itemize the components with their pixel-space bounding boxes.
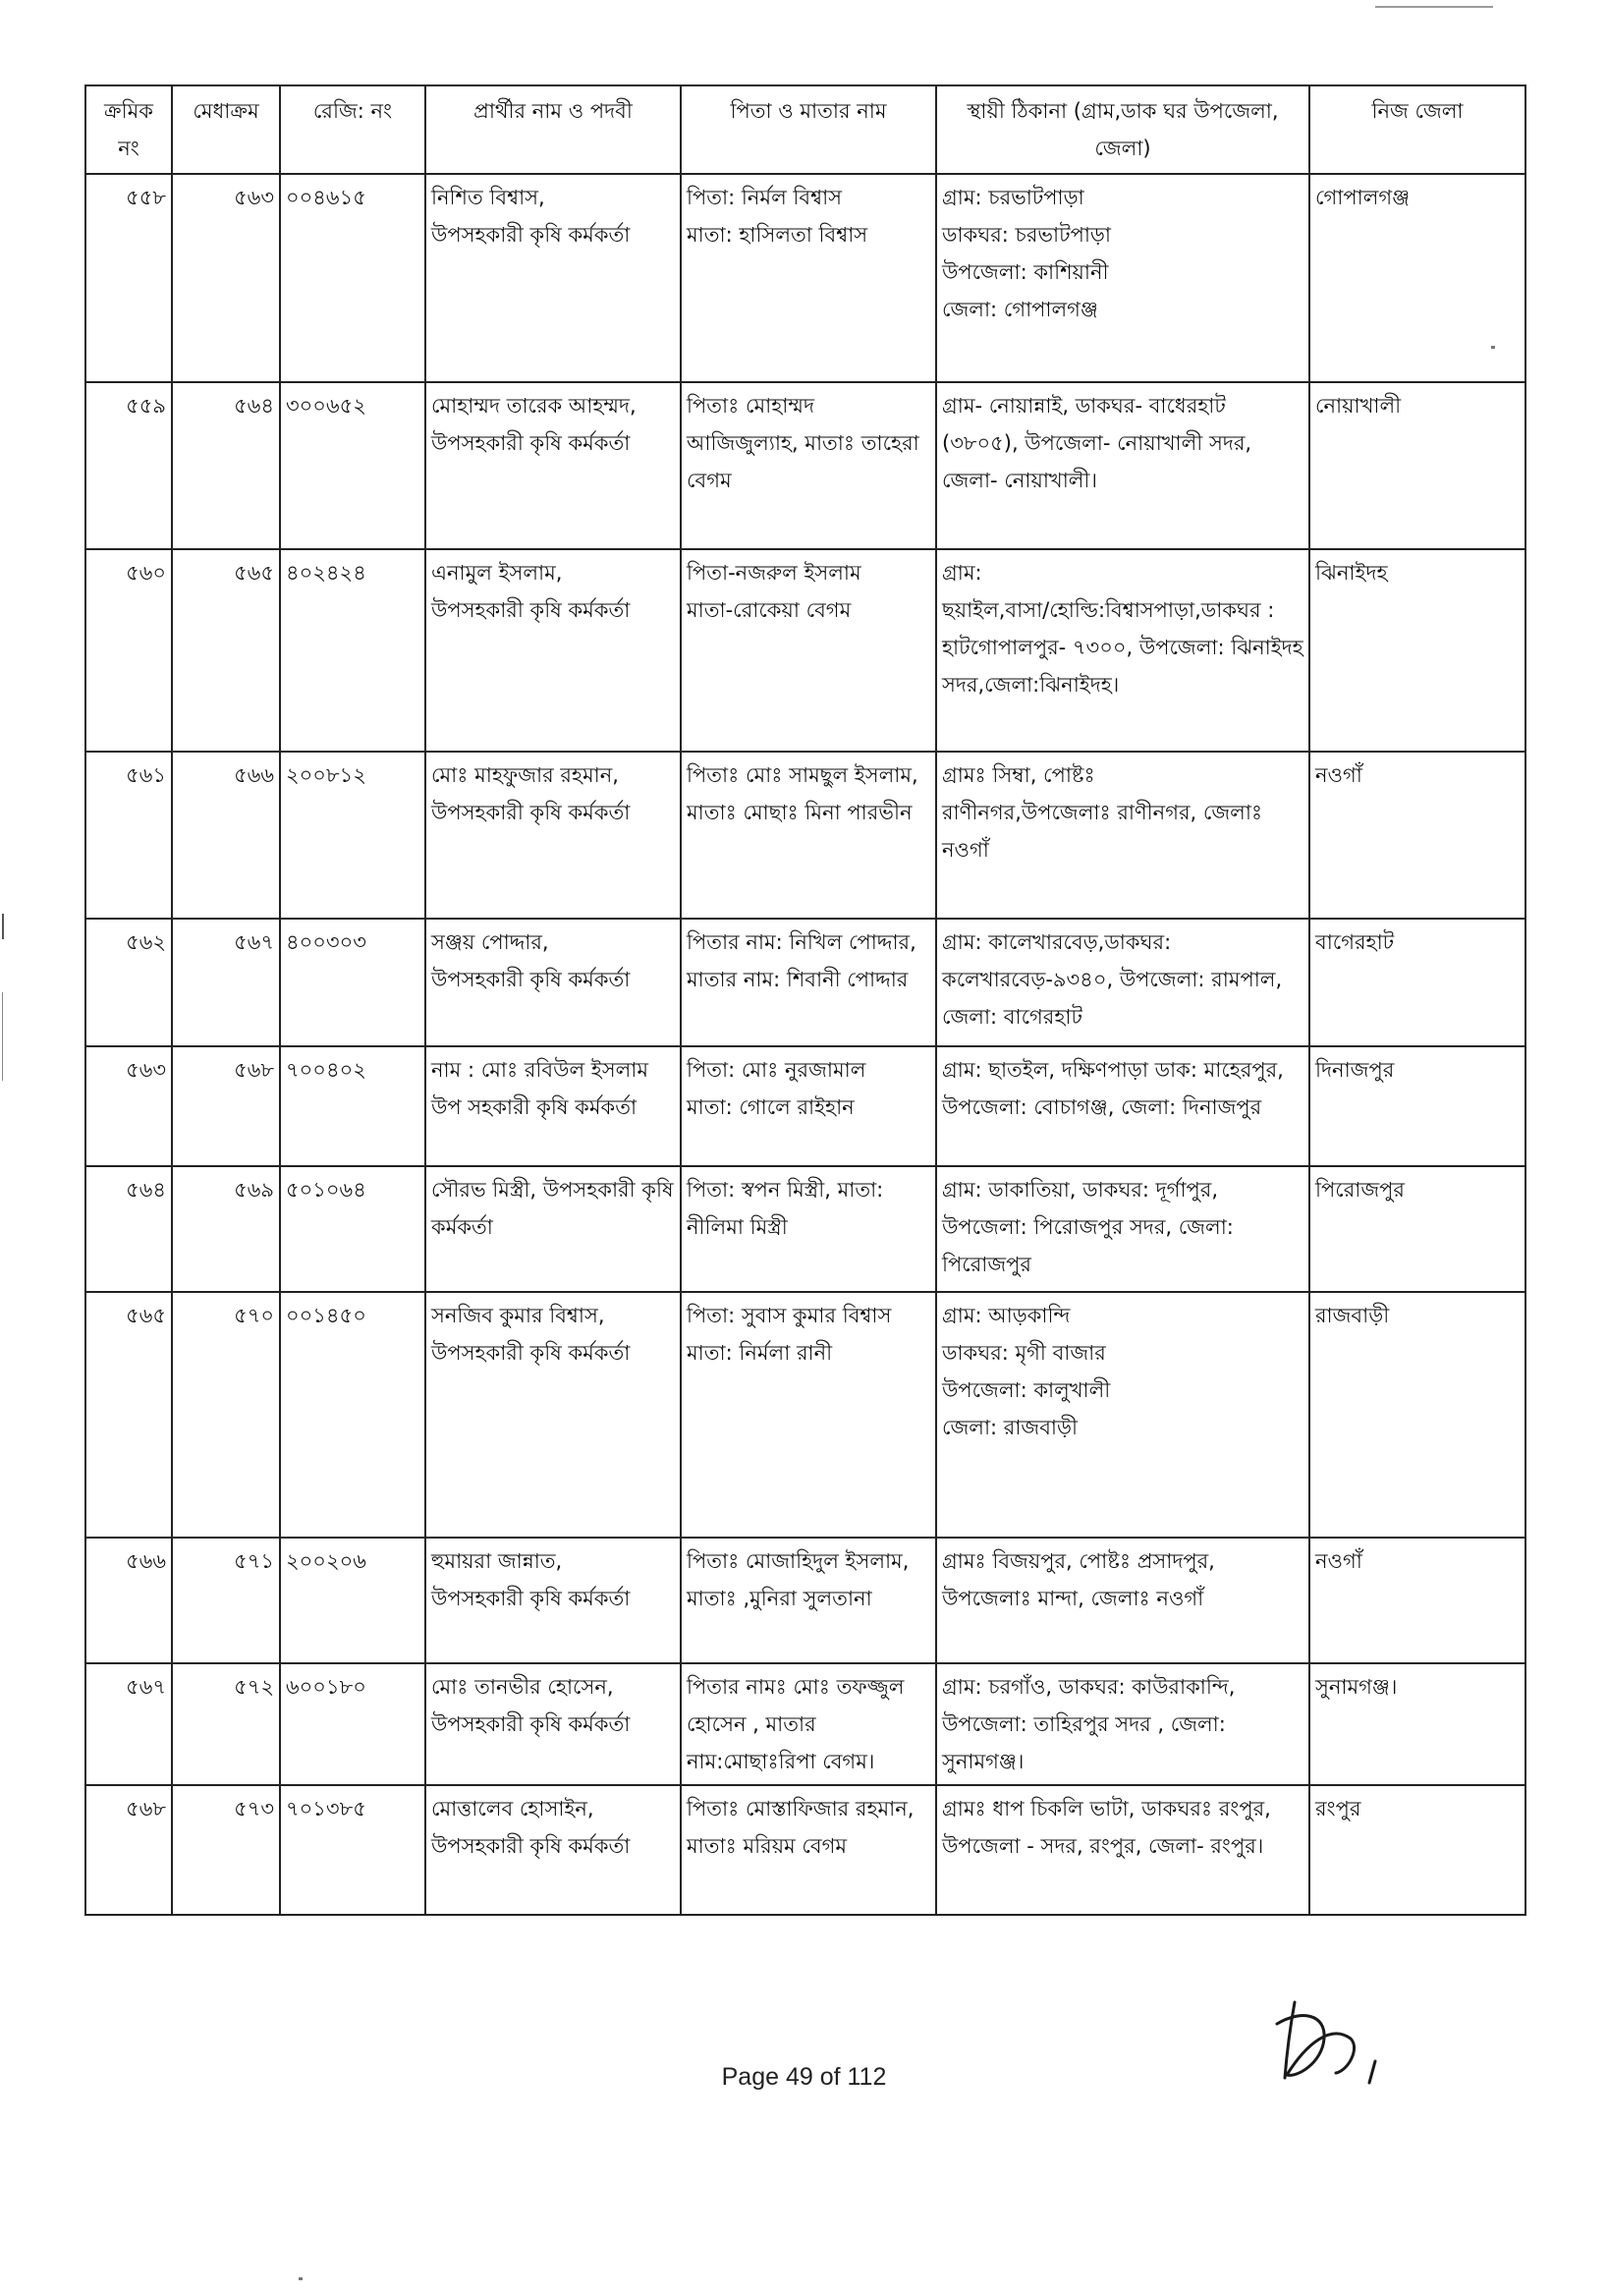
- district-cell: পিরোজপুর: [1309, 1166, 1525, 1292]
- name-cell: মোহাম্মদ তারেক আহম্মদ, উপসহকারী কৃষি কর্মকর্তা: [425, 382, 681, 549]
- serial-cell: ৫৬৬: [85, 1538, 172, 1663]
- district-cell: ঝিনাইদহ: [1309, 549, 1525, 752]
- table-header: [85, 85, 1525, 174]
- header-address: স্থায়ী ঠিকানা (গ্রাম,ডাক ঘর উপজেলা, জেলা): [936, 85, 1309, 174]
- registration-cell: ৬০০১৮০: [280, 1663, 425, 1785]
- name-cell: হুমায়রা জান্নাত, উপসহকারী কৃষি কর্মকর্তা: [425, 1538, 681, 1663]
- table-row: [85, 752, 1525, 919]
- header-merit: মেধাক্রম: [172, 85, 280, 174]
- name-cell: মোঃ তানভীর হোসেন, উপসহকারী কৃষি কর্মকর্তা: [425, 1663, 681, 1785]
- district-cell: নওগাঁ: [1309, 1538, 1525, 1663]
- table-row: [85, 919, 1525, 1046]
- registration-cell: ৪০০৩০৩: [280, 919, 425, 1046]
- parents-cell: পিতার নাম: নিখিল পোদ্দার, মাতার নাম: শিবানী পোদ্দার: [681, 919, 936, 1046]
- parents-cell: পিতা: সুবাস কুমার বিশ্বাস মাতা: নির্মলা রানী: [681, 1292, 936, 1538]
- table-row: [85, 1166, 1525, 1292]
- header-home-district: নিজ জেলা: [1309, 85, 1525, 174]
- header-parents: পিতা ও মাতার নাম: [681, 85, 936, 174]
- merit-cell: ৫৭৩: [172, 1785, 280, 1915]
- header-name-designation: প্রার্থীর নাম ও পদবী: [425, 85, 681, 174]
- merit-cell: ৫৬৮: [172, 1046, 280, 1166]
- district-cell: দিনাজপুর: [1309, 1046, 1525, 1166]
- district-cell: বাগেরহাট: [1309, 919, 1525, 1046]
- name-cell: সৌরভ মিস্ত্রী, উপসহকারী কৃষি কর্মকর্তা: [425, 1166, 681, 1292]
- address-cell: গ্রামঃ ধাপ চিকলি ভাটা, ডাকঘরঃ রংপুর, উপজেলা - সদর, রংপুর, জেলা- রংপুর।: [936, 1785, 1309, 1915]
- parents-cell: পিতাঃ মোস্তাফিজার রহমান, মাতাঃ মরিয়ম বেগম: [681, 1785, 936, 1915]
- address-cell: গ্রাম: ছয়াইল,বাসা/হোল্ডি:বিশ্বাসপাড়া,ডাকঘর : হাটগোপালপুর- ৭৩০০, উপজেলা: ঝিনাইদহ সদর,জেলা:ঝিনাইদহ।: [936, 549, 1309, 752]
- header-serial: ক্রমিক নং: [85, 85, 172, 174]
- scan-artifact-edge: [2, 992, 3, 1081]
- table-row: [85, 1663, 1525, 1785]
- parents-cell: পিতাঃ মোহাম্মদ আজিজুল্যাহ, মাতাঃ তাহেরা বেগম: [681, 382, 936, 549]
- name-cell: সনজিব কুমার বিশ্বাস, উপসহকারী কৃষি কর্মকর্তা: [425, 1292, 681, 1538]
- serial-cell: ৫৫৮: [85, 174, 172, 382]
- merit-cell: ৫৬৬: [172, 752, 280, 919]
- name-cell: সঞ্জয় পোদ্দার, উপসহকারী কৃষি কর্মকর্তা: [425, 919, 681, 1046]
- district-cell: রাজবাড়ী: [1309, 1292, 1525, 1538]
- registration-cell: ৫০১০৬৪: [280, 1166, 425, 1292]
- address-cell: গ্রাম: ডাকাতিয়া, ডাকঘর: দূর্গাপুর, উপজেলা: পিরোজপুর সদর, জেলা: পিরোজপুর: [936, 1166, 1309, 1292]
- merit-cell: ৫৭১: [172, 1538, 280, 1663]
- merit-cell: ৫৬৯: [172, 1166, 280, 1292]
- address-cell: গ্রামঃ সিম্বা, পোষ্টঃ রাণীনগর,উপজেলাঃ রাণীনগর, জেলাঃ নওগাঁ: [936, 752, 1309, 919]
- registration-cell: ৭০০৪০২: [280, 1046, 425, 1166]
- district-cell: রংপুর: [1309, 1785, 1525, 1915]
- serial-cell: ৫৫৯: [85, 382, 172, 549]
- address-cell: গ্রাম: আড়কান্দি ডাকঘর: মৃগী বাজার উপজেলা: কালুখালী জেলা: রাজবাড়ী: [936, 1292, 1309, 1538]
- scan-artifact-top: [1375, 6, 1493, 8]
- table-row: [85, 1046, 1525, 1166]
- merit-cell: ৫৬৩: [172, 174, 280, 382]
- address-cell: গ্রাম- নোয়ান্নাই, ডাকঘর- বাধেরহাট (৩৮০৫), উপজেলা- নোয়াখালী সদর, জেলা- নোয়াখালী।: [936, 382, 1309, 549]
- scan-artifact-edge: [2, 914, 4, 939]
- parents-cell: পিতাঃ মোঃ সামছুল ইসলাম, মাতাঃ মোছাঃ মিনা পারভীন: [681, 752, 936, 919]
- table-row: [85, 549, 1525, 752]
- merit-cell: ৫৭০: [172, 1292, 280, 1538]
- serial-cell: ৫৬৩: [85, 1046, 172, 1166]
- scan-speck: [299, 2277, 303, 2280]
- serial-cell: ৫৬২: [85, 919, 172, 1046]
- name-cell: মোত্তালেব হোসাইন, উপসহকারী কৃষি কর্মকর্তা: [425, 1785, 681, 1915]
- registration-cell: ৩০০৬৫২: [280, 382, 425, 549]
- parents-cell: পিতা: মোঃ নুরজামাল মাতা: গোলে রাইহান: [681, 1046, 936, 1166]
- merit-cell: ৫৬৫: [172, 549, 280, 752]
- address-cell: গ্রাম: চরভাটপাড়া ডাকঘর: চরভাটপাড়া উপজেলা: কাশিয়ানী জেলা: গোপালগঞ্জ: [936, 174, 1309, 382]
- table-row: [85, 1292, 1525, 1538]
- district-cell: সুনামগঞ্জ।: [1309, 1663, 1525, 1785]
- address-cell: গ্রাম: চরগাঁও, ডাকঘর: কাউরাকান্দি, উপজেলা: তাহিরপুর সদর , জেলা: সুনামগঞ্জ।: [936, 1663, 1309, 1785]
- address-cell: গ্রামঃ বিজয়পুর, পোষ্টঃ প্রসাদপুর, উপজেলাঃ মান্দা, জেলাঃ নওগাঁ: [936, 1538, 1309, 1663]
- page-footer: Page 49 of 112: [721, 2063, 887, 2091]
- registration-cell: ৭০১৩৮৫: [280, 1785, 425, 1915]
- merit-cell: ৫৭২: [172, 1663, 280, 1785]
- candidate-table: [84, 84, 1526, 1916]
- parents-cell: পিতাঃ মোজাহিদুল ইসলাম, মাতাঃ ,মুনিরা সুলতানা: [681, 1538, 936, 1663]
- serial-cell: ৫৬১: [85, 752, 172, 919]
- merit-cell: ৫৬৭: [172, 919, 280, 1046]
- serial-cell: ৫৬৮: [85, 1785, 172, 1915]
- district-cell: নোয়াখালী: [1309, 382, 1525, 549]
- registration-cell: ৪০২৪২৪: [280, 549, 425, 752]
- table-body: [85, 174, 1525, 1915]
- parents-cell: পিতা: স্বপন মিস্ত্রী, মাতা: নীলিমা মিস্ত্রী: [681, 1166, 936, 1292]
- table-row: [85, 174, 1525, 382]
- name-cell: নাম : মোঃ রবিউল ইসলাম উপ সহকারী কৃষি কর্মকর্তা: [425, 1046, 681, 1166]
- serial-cell: ৫৬৭: [85, 1663, 172, 1785]
- merit-cell: ৫৬৪: [172, 382, 280, 549]
- parents-cell: পিতা-নজরুল ইসলাম মাতা-রোকেয়া বেগম: [681, 549, 936, 752]
- district-cell: গোপালগঞ্জ: [1309, 174, 1525, 382]
- registration-cell: ০০৪৬১৫: [280, 174, 425, 382]
- registration-cell: ২০০৮১২: [280, 752, 425, 919]
- table-row: [85, 1538, 1525, 1663]
- table-row: [85, 382, 1525, 549]
- serial-cell: ৫৬৫: [85, 1292, 172, 1538]
- address-cell: গ্রাম: ছাতইল, দক্ষিণপাড়া ডাক: মাহেরপুর, উপজেলা: বোচাগঞ্জ, জেলা: দিনাজপুর: [936, 1046, 1309, 1166]
- address-cell: গ্রাম: কালেখারবেড়,ডাকঘর: কলেখারবেড়-৯৩৪০, উপজেলা: রামপাল, জেলা: বাগেরহাট: [936, 919, 1309, 1046]
- serial-cell: ৫৬৪: [85, 1166, 172, 1292]
- serial-cell: ৫৬০: [85, 549, 172, 752]
- table-row: [85, 1785, 1525, 1915]
- registration-cell: ০০১৪৫০: [280, 1292, 425, 1538]
- district-cell: নওগাঁ: [1309, 752, 1525, 919]
- name-cell: এনামুল ইসলাম, উপসহকারী কৃষি কর্মকর্তা: [425, 549, 681, 752]
- parents-cell: পিতা: নির্মল বিশ্বাস মাতা: হাসিলতা বিশ্বাস: [681, 174, 936, 382]
- parents-cell: পিতার নামঃ মোঃ তফজ্জুল হোসেন , মাতার নাম:মোছাঃরিপা বেগম।: [681, 1663, 936, 1785]
- header-registration: রেজি: নং: [280, 85, 425, 174]
- registration-cell: ২০০২০৬: [280, 1538, 425, 1663]
- name-cell: নিশিত বিশ্বাস, উপসহকারী কৃষি কর্মকর্তা: [425, 174, 681, 382]
- name-cell: মোঃ মাহফুজার রহমান, উপসহকারী কৃষি কর্মকর্তা: [425, 752, 681, 919]
